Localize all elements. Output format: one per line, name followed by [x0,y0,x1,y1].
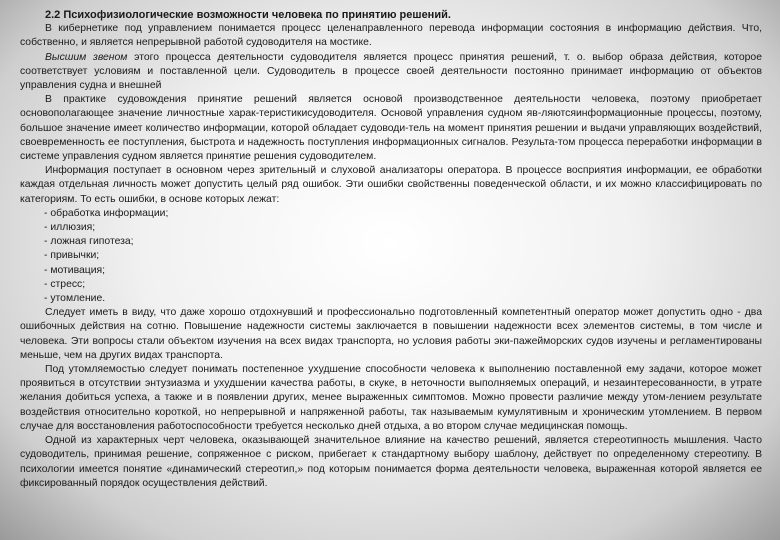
paragraph-2 [20,51,762,94]
paragraph-5: Следует иметь в виду, что даже хорошо отдохнувший и профессионально подготовленный компетентный оператор может допустить одно - два ошибочных действия на сотню. Повышение надежности системы заключается в повышении надежности всех элементов системы, в том числе и человека. Эти вопросы стали объектом изучения на всех видах транспорта, но условия работы эки-пажейморских судов изучены и регламентированы меньше, чем на других видах транспорта. [20,307,762,361]
paragraph-2-text: этого процесса деятельности судоводителя является процесс принятия решений, т. о. выбор образа действия, которое соответствует условиям и поставленной цели. Судоводитель в процессе своей деятельности постоянно принимает информацию от объектов управления судна и внешней [20,51,762,92]
emphasis-text: Высшим звеном [45,51,128,63]
document-page [20,8,762,491]
paragraph-7: Одной из характерных черт человека, оказывающей значительное влияние на качество решений, является стереотипность мышления. Часто судоводитель, принимая решение, сопряженное с риском, прибегает к стандартному выбору шаблону, действует по определенному стереотипу. В психологии имеется понятие «динамический стереотип,» под которым понимается форма деятельности человека, выраженная которой является ее фиксированный порядок осуществления действий. [20,435,762,489]
list-item: - ложная гипотеза; [44,236,134,248]
paragraph-4: Информация поступает в основном через зрительный и слуховой анализаторы оператора. В процессе восприятия информации, ее обработки каждая отдельная личность может допустить целый ряд ошибок. Эти ошибки свойственны поведенческой области, и их можно классифицировать по категориям. То есть ошибки, в основе которых лежат: [20,165,762,205]
paragraph-1: В кибернетике под управлением понимается процесс целенаправленного перевода информации состояния в информацию действия. Что, собственно, и является непрерывной работой судоводителя на мостике. [20,23,762,49]
list-item: - иллюзия; [44,222,96,234]
list-item: - утомление. [44,293,106,305]
list-item: - мотивация; [44,264,106,276]
paragraph-3: В практике судовождения принятие решений является основой производственное деятельности человека, поэтому приобретает основополагающее значение личностные харак-теристикисудоводителя. Основой управления судном яв-ляютсяинформационные процессы, поэтому, большое значение имеет количество информации, которой обладает судоводи-тель на момент принятия решении и выдачи управляющих воздействий, своевременность ее поступления, быстрота и надежность поступления информационных сигналов. Результа-том процесса переработки информации в системе управления судном является принятие решения судоводителем. [20,94,762,163]
paragraph-6: Под утомляемостью следует понимать постепенное ухудшение способности человека к выполнению поставленной ему задачи, которое может проявиться в отсутствии энтузиазма и ухудшении качества работы, в скуке, в неточности выполняемых операций, и незаинтересованности, в утрате желания добиться успеха, а также и в появлении других, менее выраженных симптомов. Можно провести различие между утом-лением результате воздействия относительно короткой, но непрерывной и напряженной работы, так называемым кумулятивным и хроническим утомлением. В первом случае для восстановления работоспособности требуется несколько дней отдыха, а во втором случае медицинская помощь. [20,364,762,432]
list-item: - обработка информации; [44,207,169,219]
section-title: 2.2 Психофизиологические возможности человека по принятию решений. [45,9,451,21]
list-item: - привычки; [44,250,100,262]
error-categories-list [20,207,762,306]
list-item: - стресс; [44,278,86,290]
